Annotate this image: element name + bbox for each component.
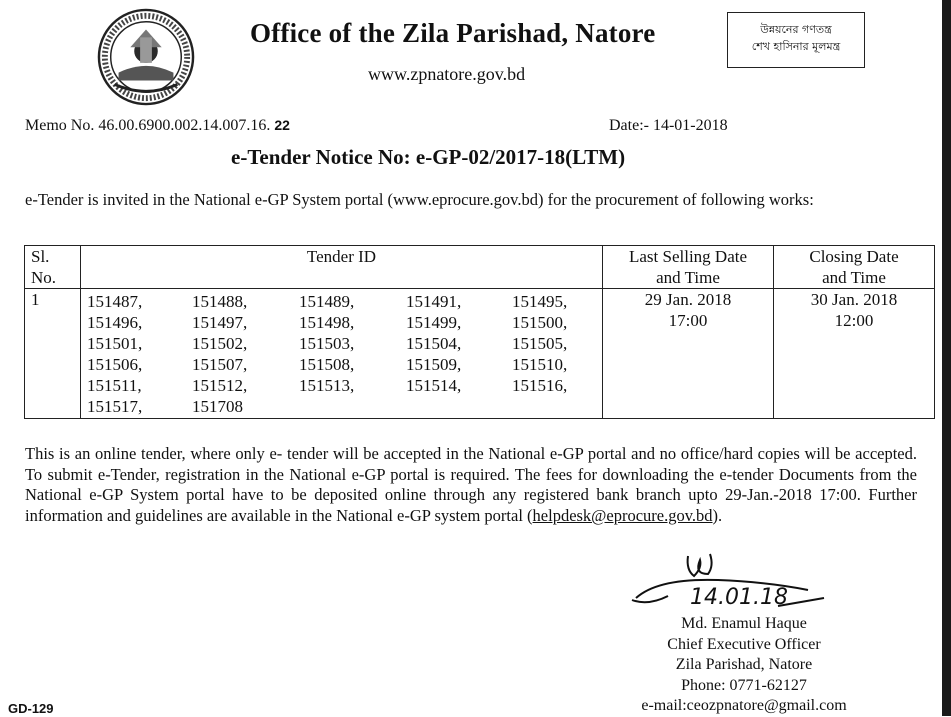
- header-last-selling-line-1: Last Selling Date: [628, 247, 748, 266]
- scan-edge: [942, 0, 951, 716]
- memo-date: Date:- 14-01-2018: [609, 117, 728, 134]
- table-row: [25, 289, 935, 419]
- office-title: Office of the Zila Parishad, Natore: [250, 18, 656, 48]
- tender-id: 151512,: [192, 376, 248, 395]
- intro-paragraph: e-Tender is invited in the National e-GP System portal (www.eprocure.gov.bd) for the procurement of following works:: [25, 190, 814, 209]
- tender-id: 151491,: [406, 292, 462, 311]
- row-sl: 1: [25, 289, 81, 419]
- tender-id: 151511,: [87, 376, 142, 395]
- header-closing-line-2: and Time: [822, 268, 886, 287]
- header-sl-line-2: No.: [31, 268, 57, 287]
- tender-id: 151509,: [406, 355, 462, 374]
- tender-id: 151500,: [512, 313, 568, 332]
- tender-id: 151496,: [87, 313, 143, 332]
- tender-id: 151505,: [512, 334, 568, 353]
- tender-table: [24, 245, 935, 419]
- tender-id: 151489,: [299, 292, 355, 311]
- notice-title: e-Tender Notice No: e-GP-02/2017-18(LTM): [231, 145, 626, 169]
- tender-id: 151498,: [299, 313, 355, 332]
- slogan-line-1: উন্নয়নের গণতন্ত্র: [760, 23, 832, 36]
- header-tender-id: Tender ID: [81, 246, 603, 289]
- tender-id: 151504,: [406, 334, 462, 353]
- slogan-line-2: শেখ হাসিনার মূলমন্ত্র: [751, 40, 841, 53]
- closing-date: 30 Jan. 2018: [810, 290, 898, 309]
- tender-id: 151517,: [87, 397, 143, 416]
- signatory-office: Zila Parishad, Natore: [675, 656, 813, 673]
- tender-id: 151508,: [299, 355, 355, 374]
- tender-id: 151499,: [406, 313, 462, 332]
- row-last-selling: [603, 289, 774, 419]
- footer-code: GD-129: [8, 701, 54, 716]
- signatory-phone: Phone: 0771-62127: [681, 676, 807, 694]
- tender-id: 151506,: [87, 355, 143, 374]
- body-text: This is an online tender, where only e- tender will be accepted in the National e-GP portal and no office/hard copies will be accepted. To submit e-Tender, registration in the National e-GP portal is required. The fees for downloading the e-tender Documents from the National e-GP System portal have to be deposited online through any registered bank branch upto 29-Jan.-2018 17:00. Further information and guidelines are available in the National e-GP system portal (: [25, 444, 917, 525]
- helpdesk-email-link[interactable]: helpdesk@eprocure.gov.bd: [532, 505, 713, 525]
- tender-id: 151516,: [512, 376, 568, 395]
- tender-id: 151503,: [299, 334, 355, 353]
- tender-id: 151501,: [87, 334, 143, 353]
- signatory-email: e-mail:ceozpnatore@gmail.com: [641, 697, 847, 714]
- memo-number: [25, 117, 290, 135]
- tender-id: 151487,: [87, 292, 143, 311]
- logo-seal: [97, 8, 195, 106]
- signatory-designation: Chief Executive Officer: [667, 635, 821, 653]
- header-last-selling-line-2: and Time: [656, 268, 720, 287]
- tender-id-grid: [81, 289, 602, 418]
- tender-id: 151510,: [512, 355, 568, 374]
- table-header-row: [25, 246, 935, 289]
- row-tender-ids: [81, 289, 603, 419]
- signatory-name: Md. Enamul Haque: [681, 615, 807, 632]
- last-selling-date: 29 Jan. 2018: [644, 290, 732, 309]
- row-closing: [774, 289, 935, 419]
- tender-id: 151513,: [299, 376, 355, 395]
- tender-id: 151507,: [192, 355, 248, 374]
- slogan-box: [727, 12, 865, 68]
- tender-id: 151495,: [512, 292, 568, 311]
- tender-id: 151514,: [406, 376, 462, 395]
- tender-id: 151497,: [192, 313, 248, 332]
- memo-serial: 22: [274, 117, 290, 133]
- tender-id: 151488,: [192, 292, 248, 311]
- header-sl-line-1: Sl.: [31, 247, 50, 266]
- body-text-end: ).: [712, 505, 723, 525]
- header-sl: [25, 246, 81, 289]
- tender-id: 151502,: [192, 334, 248, 353]
- handwritten-signature: [628, 548, 828, 610]
- header-closing: [774, 246, 935, 289]
- header-closing-line-1: Closing Date: [809, 247, 899, 266]
- svg-text:14.01.18: 14.01.18: [690, 585, 788, 610]
- tender-id: 151708: [192, 397, 243, 416]
- body-paragraph: [25, 444, 917, 526]
- closing-time: 12:00: [834, 311, 874, 330]
- header-last-selling: [603, 246, 774, 289]
- memo-label: Memo No. 46.00.6900.002.14.007.16.: [25, 117, 271, 134]
- website-url: www.zpnatore.gov.bd: [368, 64, 526, 84]
- last-selling-time: 17:00: [668, 311, 708, 330]
- signatory-block: [612, 614, 876, 717]
